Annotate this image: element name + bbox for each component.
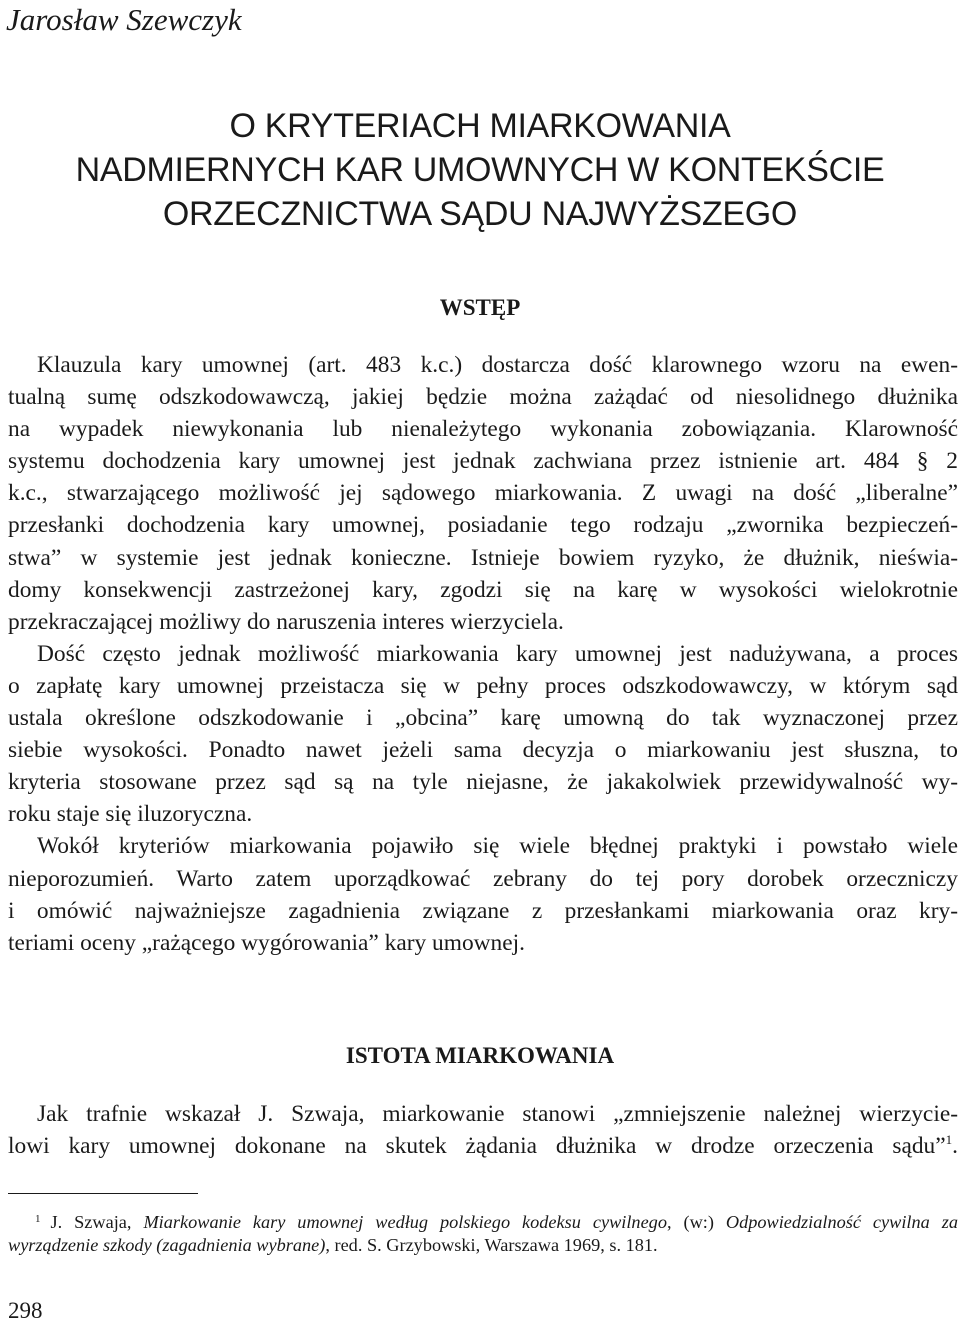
text-line: Klauzula kary umownej (art. 483 k.c.) dostarcza dość klarownego wzoru na ewen- bbox=[37, 352, 958, 378]
text-line: roku staje się iluzoryczna. bbox=[8, 801, 253, 828]
sentence-end: . bbox=[952, 1133, 958, 1160]
footnote-in-label: , (w:) bbox=[666, 1212, 714, 1232]
text-line: Dość często jednak możliwość miarkowania kary umownej jest nadużywana, a proces bbox=[37, 640, 958, 667]
footnote-rest: , red. S. Grzybowski, Warszawa 1969, s. 181. bbox=[325, 1235, 658, 1255]
text-segment: lowi kary umownej dokonane na skutek żądania dłużnika w drodze orzeczenia sądu” bbox=[8, 1133, 946, 1160]
text-line: i omówić najważniejsze zagadnienia związane z przesłankami miarkowania oraz kry- bbox=[8, 897, 958, 924]
text-line: teriami oceny „rażącego wygórowania” kary umownej. bbox=[8, 929, 525, 956]
footnote-line bbox=[8, 1232, 958, 1258]
text-line: domy konsekwencji zastrzeżonej kary, zgodzi się na karę w wysokości wielokrotnie bbox=[8, 576, 958, 603]
footnote-book-title: Odpowiedzialność cywilna za bbox=[725, 1212, 958, 1232]
text-line: Wokół kryteriów miarkowania pojawiło się wiele błędnej praktyki i powstało wiele bbox=[37, 833, 958, 860]
title-line: ORZECZNICTWA SĄDU NAJWYŻSZEGO bbox=[162, 195, 798, 233]
text-line: przekraczającej możliwy do naruszenia interes wierzyciela. bbox=[8, 608, 564, 635]
page-number: 298 bbox=[8, 1298, 43, 1323]
footnote bbox=[8, 1206, 958, 1258]
title-line: O KRYTERIACH MIARKOWANIA bbox=[229, 107, 731, 145]
text-line: ustala określone odszkodowanie i „obcina” karę umowną do tak wyznaczonej przez bbox=[8, 705, 958, 732]
text-line: stwa” w systemie jest jednak konieczne. Istnieje bowiem ryzyko, że dłużnik, nieświa- bbox=[8, 544, 958, 571]
text-line: tualną sumę odszkodowawczą, jakiej będzie można zażądać od niesolidnego dłużnika bbox=[8, 384, 958, 411]
text-line: przesłanki dochodzenia kary umownej, posiadanie tego rodzaju „zwornika bezpieczeń- bbox=[8, 512, 958, 539]
intro-text bbox=[8, 349, 958, 959]
text-line: k.c., stwarzającego możliwość jej sądowego miarkowania. Z uwagi na dość „liberalne” bbox=[8, 480, 958, 507]
author-name: Jarosław Szewczyk bbox=[6, 2, 242, 37]
text-line: siebie wysokości. Ponadto nawet jeżeli sama decyzja o miarkowaniu jest słuszna, to bbox=[8, 737, 958, 764]
article-title bbox=[0, 104, 960, 236]
footnote-reference[interactable]: 1 bbox=[945, 1132, 953, 1148]
text-line bbox=[8, 1130, 958, 1162]
footnote-book-title: wyrządzenie szkody (zagadnienia wybrane) bbox=[8, 1235, 326, 1255]
text-line: na wypadek niewykonania lub nienależytego wykonania zobowiązania. Klarowność bbox=[8, 416, 958, 443]
text-line: o zapłatę kary umownej przeistacza się w pełny proces odszkodowawczy, w którym sąd bbox=[8, 672, 958, 699]
footnote-number: 1 bbox=[35, 1213, 41, 1225]
footnote-line bbox=[8, 1206, 958, 1232]
text-line: Jak trafnie wskazał J. Szwaja, miarkowanie stanowi „zmniejszenie należnej wierzycie- bbox=[37, 1101, 958, 1127]
section-heading-intro: WSTĘP bbox=[439, 295, 521, 320]
text-line: kryteria stosowane przez sąd są na tyle niejasne, że jakakolwiek przewidywalność wy- bbox=[8, 769, 958, 796]
footnote-separator bbox=[8, 1193, 198, 1194]
title-line: NADMIERNYCH KAR UMOWNYCH W KONTEKŚCIE bbox=[75, 151, 885, 189]
text-line: nieporozumień. Warto zatem uporządkować zebrany do tej pory dorobek orzeczniczy bbox=[8, 865, 958, 892]
footnote-work-title: Miarkowanie kary umownej według polskiego kodeksu cywilnego bbox=[143, 1212, 667, 1232]
istota-text bbox=[8, 1098, 958, 1162]
section-heading-istota: ISTOTA MIARKOWANIA bbox=[345, 1043, 615, 1068]
text-line: systemu dochodzenia kary umownej jest jednak zachwiana przez istnienie art. 484 § 2 bbox=[8, 448, 958, 475]
footnote-author: J. Szwaja, bbox=[50, 1212, 132, 1232]
